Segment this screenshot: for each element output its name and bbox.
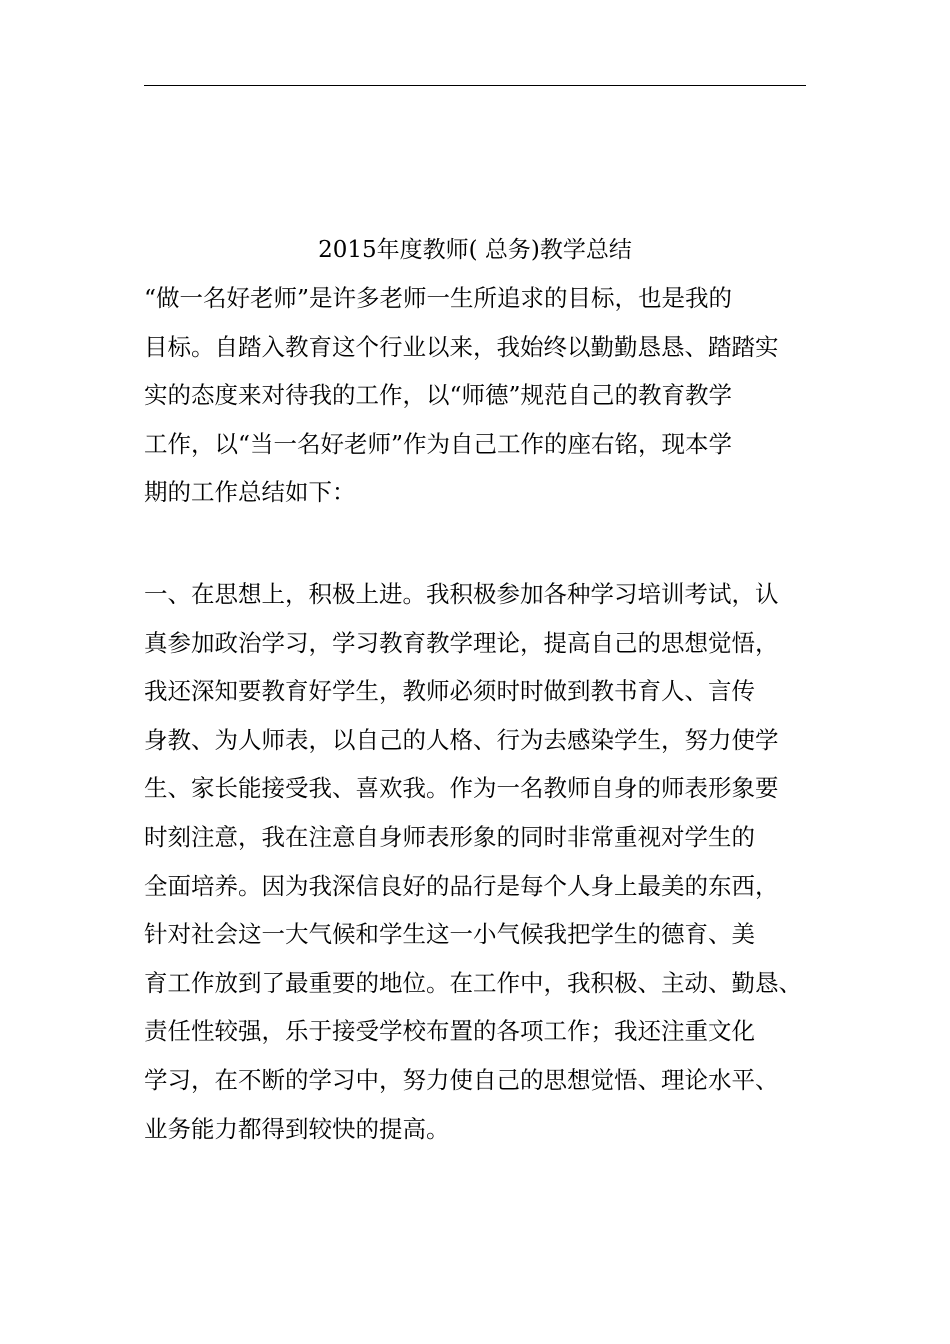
text-line: 学习，在不断的学习中，努力使自己的思想觉悟、理论水平、	[144, 1065, 779, 1094]
text-line: 真参加政治学习，学习教育教学理论，提高自己的思想觉悟，	[144, 628, 779, 657]
text-line: 责任性较强，乐于接受学校布置的各项工作；我还注重文化	[144, 1017, 755, 1046]
document-title: 2015年度教师( 总务)教学总结	[318, 237, 632, 263]
text-line: 时刻注意，我在注意自身师表形象的同时非常重视对学生的	[144, 822, 755, 851]
paragraph-intro	[144, 274, 810, 517]
paragraph-section-one	[144, 570, 810, 1153]
text-line: 工作，以“当一名好老师”作为自己工作的座右铭，现本学	[144, 429, 733, 458]
text-line: 我还深知要教育好学生，教师必须时时做到教书育人、言传	[144, 677, 755, 706]
header-rule	[144, 85, 806, 86]
text-line: 针对社会这一大气候和学生这一小气候我把学生的德育、美	[144, 920, 755, 949]
text-line: 生、家长能接受我、喜欢我。作为一名教师自身的师表形象要	[144, 774, 779, 803]
text-line: 期的工作总结如下：	[144, 478, 356, 507]
text-line: 目标。自踏入教育这个行业以来，我始终以勤勤恳恳、踏踏实	[144, 332, 779, 361]
text-line: “做一名好老师”是许多老师一生所追求的目标，也是我的	[144, 284, 733, 312]
text-line: 业务能力都得到较快的提高。	[144, 1114, 450, 1143]
text-line: 一、在思想上，积极上进。我积极参加各种学习培训考试，认	[144, 580, 779, 608]
text-line: 实的态度来对待我的工作，以“师德”规范自己的教育教学	[144, 381, 733, 410]
text-line: 身教、为人师表，以自己的人格、行为去感染学生，努力使学	[144, 725, 779, 754]
text-line: 育工作放到了最重要的地位。在工作中，我积极、主动、勤恳、	[144, 968, 802, 997]
text-line: 全面培养。因为我深信良好的品行是每个人身上最美的东西，	[144, 871, 779, 900]
